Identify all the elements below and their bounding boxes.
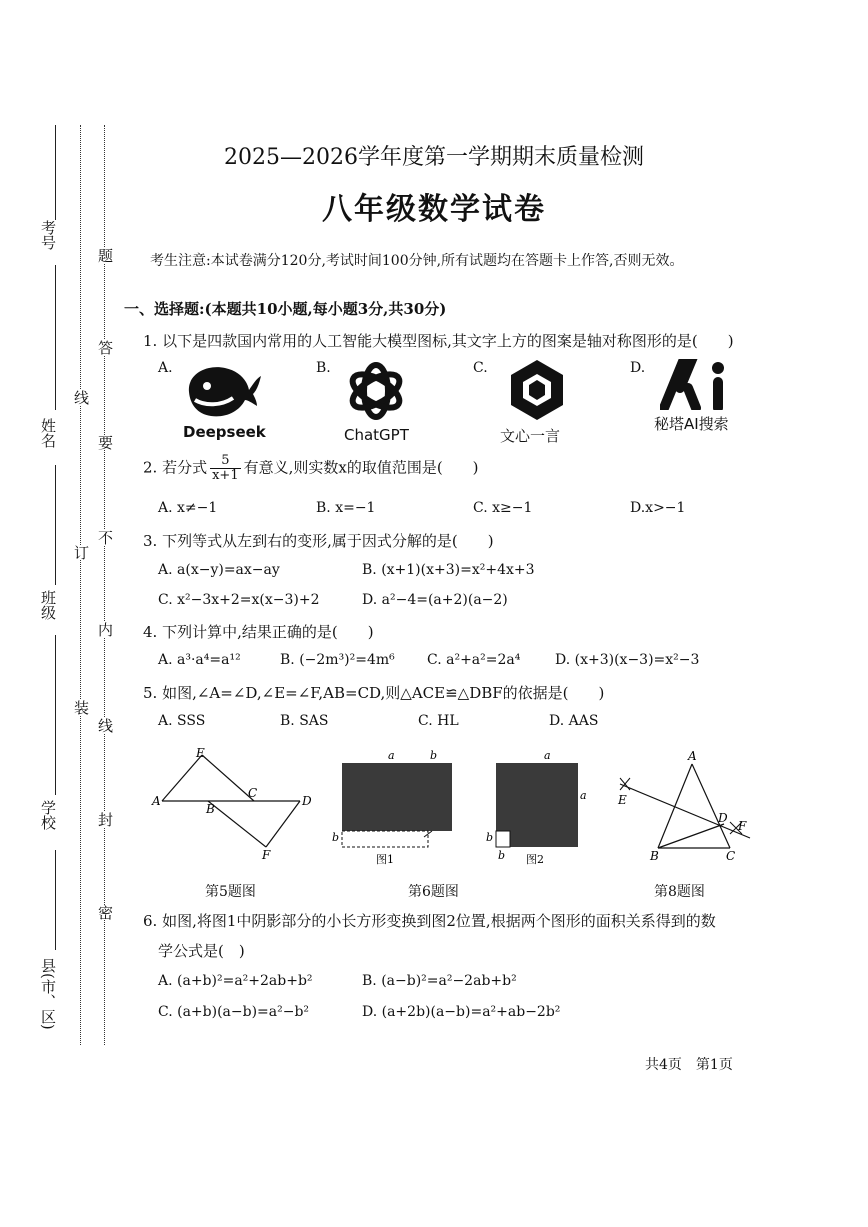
solid-line [55, 465, 56, 585]
point-label: D [302, 794, 312, 808]
point-label: B [206, 802, 215, 816]
question-2-suffix: 有意义,则实数x的取值范围是( ) [243, 458, 479, 477]
whale-icon [183, 360, 263, 426]
side-label: a [580, 789, 587, 802]
seal-char: 题 [96, 248, 114, 263]
seal-char: 密 [96, 905, 114, 920]
option: B. x=−1 [316, 500, 376, 516]
figure-8 [610, 748, 760, 866]
option: C. x≥−1 [473, 500, 533, 516]
side-label: a [388, 749, 395, 762]
question-5: 5. 如图,∠A=∠D,∠E=∠F,AB=CD,则△ACE≌△DBF的依据是( ) [143, 684, 605, 702]
point-label: D [718, 811, 728, 825]
figure-caption: 第8题图 [654, 884, 705, 900]
exam-title: 2025—2026学年度第一学期期末质量检测 [224, 145, 644, 170]
question-3: 3. 下列等式从左到右的变形,属于因式分解的是( ) [143, 532, 494, 550]
option: A. (a+b)²=a²+2ab+b² [158, 973, 313, 989]
question-6-cont: 学公式是( ) [158, 942, 245, 960]
ai-mark-icon [660, 358, 736, 414]
county-label: 县(市、区) [39, 958, 57, 1030]
page-number: 共4页 第1页 [645, 1057, 733, 1073]
logo-label: ChatGPT [344, 426, 409, 444]
point-label: E [196, 746, 205, 760]
option: C. x²−3x+2=x(x−3)+2 [158, 592, 320, 608]
solid-line [55, 635, 56, 795]
seal-char: 要 [96, 435, 114, 450]
seal-char: 答 [96, 340, 114, 355]
question-6: 6. 如图,将图1中阴影部分的小长方形变换到图2位置,根据两个图形的面积关系得到的数 [143, 912, 716, 930]
class-label: 班级 [39, 590, 57, 620]
side-label: b [430, 749, 438, 762]
point-label: B [650, 849, 659, 863]
seal-char: 装 [72, 700, 90, 715]
seal-char: 线 [96, 718, 114, 733]
option: B. SAS [280, 713, 329, 729]
exam-subtitle: 八年级数学试卷 [322, 192, 546, 227]
figure-6 [328, 745, 593, 870]
seal-char: 订 [72, 545, 90, 560]
side-label: b [332, 831, 340, 844]
knot-icon [342, 358, 410, 428]
option-letter: B. [316, 360, 331, 376]
fraction [210, 454, 241, 483]
seal-char: 内 [96, 622, 114, 637]
point-label: F [738, 819, 747, 833]
option: A. x≠−1 [158, 500, 218, 516]
point-label: C [248, 786, 258, 800]
cube-icon [507, 358, 567, 426]
seal-char: 封 [96, 812, 114, 827]
exam-notice: 考生注意:本试卷满分120分,考试时间100分钟,所有试题均在答题卡上作答,否则无效。 [150, 253, 684, 269]
side-label: b [498, 849, 506, 862]
side-label: a [544, 749, 551, 762]
point-label: A [688, 749, 697, 763]
option: A. a³·a⁴=a¹² [158, 652, 241, 668]
option: C. HL [418, 713, 459, 729]
figure-caption: 第6题图 [408, 884, 459, 900]
option-letter: D. [630, 360, 646, 376]
question-2-prefix: 2. 若分式 [143, 458, 208, 477]
option: B. (−2m³)²=4m⁶ [280, 652, 395, 668]
option: D. (x+3)(x−3)=x²−3 [555, 652, 700, 668]
seal-char: 线 [72, 390, 90, 405]
option-letter: A. [158, 360, 173, 376]
section-heading: 一、选择题:(本题共10小题,每小题3分,共30分) [124, 300, 447, 318]
option-letter: C. [473, 360, 488, 376]
option: C. (a+b)(a−b)=a²−b² [158, 1004, 310, 1020]
point-label: E [618, 793, 627, 807]
option: C. a²+a²=2a⁴ [427, 652, 521, 668]
logo-label: 文心一言 [500, 427, 561, 445]
option: D. AAS [549, 713, 599, 729]
question-4: 4. 下列计算中,结果正确的是( ) [143, 623, 374, 641]
logo-label: 秘塔AI搜索 [654, 415, 729, 433]
option: D.x>−1 [630, 500, 686, 516]
figure-5 [150, 745, 320, 865]
exam-number-label: 考号 [39, 220, 57, 250]
figure-caption: 第5题图 [205, 884, 256, 900]
logo-label: Deepseek [183, 423, 266, 441]
school-label: 学校 [39, 800, 57, 830]
option: B. (a−b)²=a²−2ab+b² [362, 973, 517, 989]
point-label: F [262, 848, 271, 862]
option: D. (a+2b)(a−b)=a²+ab−2b² [362, 1004, 561, 1020]
point-label: A [152, 794, 161, 808]
side-label: b [486, 831, 494, 844]
option: B. (x+1)(x+3)=x²+4x+3 [362, 562, 535, 578]
solid-line [55, 265, 56, 410]
solid-line [55, 850, 56, 950]
dotted-line-outer [80, 125, 81, 1045]
option: D. a²−4=(a+2)(a−2) [362, 592, 508, 608]
question-1: 1. 以下是四款国内常用的人工智能大模型图标,其文字上方的图案是轴对称图形的是( ) [143, 332, 734, 350]
fraction-numerator: 5 [210, 454, 241, 469]
figure-sub-caption: 图1 [376, 853, 394, 866]
fraction-denominator: x+1 [212, 468, 239, 483]
point-label: C [726, 849, 736, 863]
seal-char: 不 [96, 530, 114, 545]
name-label: 姓名 [39, 418, 57, 448]
option: A. SSS [158, 713, 206, 729]
question-2 [143, 454, 479, 483]
option: A. a(x−y)=ax−ay [158, 562, 280, 578]
figure-sub-caption: 图2 [526, 853, 544, 866]
